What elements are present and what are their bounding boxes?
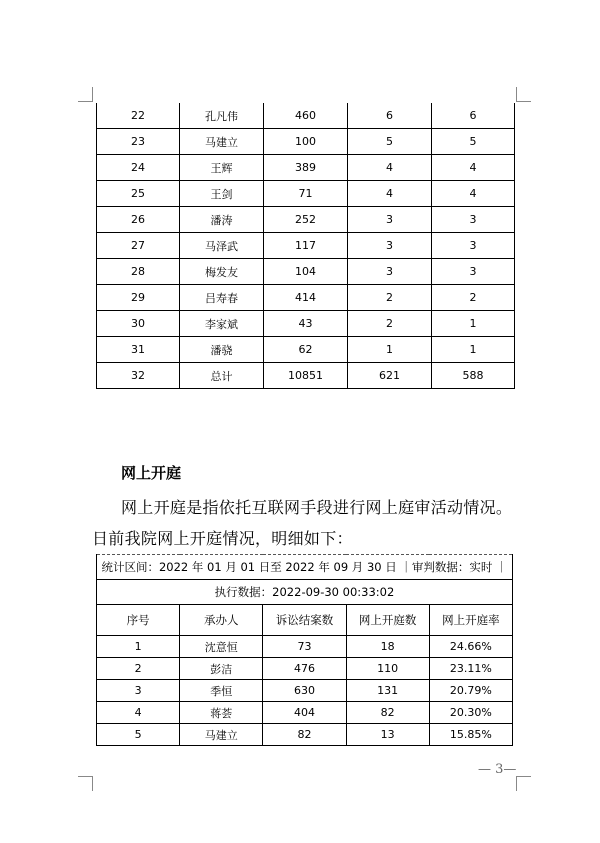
table-cell: 25 bbox=[97, 181, 180, 207]
table-cell: 15.85% bbox=[429, 724, 512, 746]
table-cell: 110 bbox=[346, 658, 429, 680]
table-cell: 621 bbox=[348, 363, 432, 389]
table-cell: 王剑 bbox=[180, 181, 264, 207]
table-cell: 131 bbox=[346, 680, 429, 702]
table-cell: 71 bbox=[264, 181, 348, 207]
table-cell: 32 bbox=[97, 363, 180, 389]
table-cell: 潘骁 bbox=[180, 337, 264, 363]
online-hearing-table bbox=[96, 554, 513, 746]
table-cell: 23.11% bbox=[429, 658, 512, 680]
table-cell: 10851 bbox=[264, 363, 348, 389]
table-cell: 3 bbox=[348, 233, 432, 259]
table-cell: 李家斌 bbox=[180, 311, 264, 337]
table-row bbox=[97, 285, 515, 311]
table-cell: 476 bbox=[263, 658, 346, 680]
table-cell: 3 bbox=[432, 233, 515, 259]
table-cell: 马泽武 bbox=[180, 233, 264, 259]
table-cell: 24 bbox=[97, 155, 180, 181]
table-cell: 24.66% bbox=[429, 636, 512, 658]
table-cell: 23 bbox=[97, 129, 180, 155]
table-cell: 4 bbox=[432, 155, 515, 181]
table-cell: 27 bbox=[97, 233, 180, 259]
table-row bbox=[97, 259, 515, 285]
table-cell: 王辉 bbox=[180, 155, 264, 181]
table-cell: 彭洁 bbox=[180, 658, 263, 680]
header-judge: 承办人 bbox=[180, 605, 263, 636]
table-cell: 4 bbox=[348, 181, 432, 207]
table-cell: 389 bbox=[264, 155, 348, 181]
table-cell: 2 bbox=[432, 285, 515, 311]
table-cell: 6 bbox=[432, 103, 515, 129]
table-row bbox=[97, 702, 513, 724]
table-cell: 5 bbox=[432, 129, 515, 155]
table-cell: 252 bbox=[264, 207, 348, 233]
table-cell: 404 bbox=[263, 702, 346, 724]
table-cell: 31 bbox=[97, 337, 180, 363]
crop-mark-top-right bbox=[516, 87, 531, 102]
table-cell: 吕寿春 bbox=[180, 285, 264, 311]
table-cell: 117 bbox=[264, 233, 348, 259]
table-cell: 马建立 bbox=[180, 129, 264, 155]
table-cell: 20.79% bbox=[429, 680, 512, 702]
table-row bbox=[97, 658, 513, 680]
table-cell: 沈意恒 bbox=[180, 636, 263, 658]
judge-case-table bbox=[96, 103, 515, 389]
table-cell: 29 bbox=[97, 285, 180, 311]
section-paragraph-line-1: 网上开庭是指依托互联网手段进行网上庭审活动情况。 bbox=[121, 498, 513, 517]
table-row bbox=[97, 724, 513, 746]
crop-mark-top-left bbox=[78, 87, 93, 102]
table-cell: 1 bbox=[432, 311, 515, 337]
table-cell: 梅发友 bbox=[180, 259, 264, 285]
table-cell: 13 bbox=[346, 724, 429, 746]
table-row bbox=[97, 636, 513, 658]
table-row bbox=[97, 155, 515, 181]
header-online-hearings: 网上开庭数 bbox=[346, 605, 429, 636]
table-row bbox=[97, 337, 515, 363]
table-cell: 43 bbox=[264, 311, 348, 337]
page-number: — 3— bbox=[478, 762, 517, 777]
table-cell: 1 bbox=[97, 636, 180, 658]
table-cell: 孔凡伟 bbox=[180, 103, 264, 129]
exec-data-line: 执行数据：2022-09-30 00:33:02 bbox=[97, 580, 513, 605]
table-cell: 5 bbox=[348, 129, 432, 155]
table-cell: 3 bbox=[348, 259, 432, 285]
table-cell: 4 bbox=[97, 702, 180, 724]
table-cell: 3 bbox=[97, 680, 180, 702]
table-cell: 4 bbox=[348, 155, 432, 181]
table-cell: 20.30% bbox=[429, 702, 512, 724]
table-cell: 季恒 bbox=[180, 680, 263, 702]
table-cell: 总计 bbox=[180, 363, 264, 389]
table-cell: 2 bbox=[348, 285, 432, 311]
table-cell: 潘涛 bbox=[180, 207, 264, 233]
table-cell: 28 bbox=[97, 259, 180, 285]
table-cell: 414 bbox=[264, 285, 348, 311]
table-row bbox=[97, 363, 515, 389]
table-cell: 22 bbox=[97, 103, 180, 129]
table-cell: 62 bbox=[264, 337, 348, 363]
stats-period-line: 统计区间：2022 年 01 月 01 日至 2022 年 09 月 30 日 ｜审判数据：实时 ｜ bbox=[97, 555, 513, 580]
table-cell: 6 bbox=[348, 103, 432, 129]
table-cell: 82 bbox=[346, 702, 429, 724]
table-row bbox=[97, 103, 515, 129]
crop-mark-bottom-right bbox=[516, 776, 531, 791]
table-cell: 460 bbox=[264, 103, 348, 129]
header-closed-cases: 诉讼结案数 bbox=[263, 605, 346, 636]
table-cell: 630 bbox=[263, 680, 346, 702]
table-cell: 73 bbox=[263, 636, 346, 658]
table-cell: 100 bbox=[264, 129, 348, 155]
crop-mark-bottom-left bbox=[78, 776, 93, 791]
table-cell: 3 bbox=[432, 259, 515, 285]
table-cell: 2 bbox=[348, 311, 432, 337]
table-row bbox=[97, 207, 515, 233]
table-cell: 5 bbox=[97, 724, 180, 746]
table-row bbox=[97, 311, 515, 337]
table-cell: 18 bbox=[346, 636, 429, 658]
table-row bbox=[97, 233, 515, 259]
table-cell: 3 bbox=[432, 207, 515, 233]
table-cell: 4 bbox=[432, 181, 515, 207]
table-cell: 2 bbox=[97, 658, 180, 680]
table-cell: 3 bbox=[348, 207, 432, 233]
table-cell: 588 bbox=[432, 363, 515, 389]
table-cell: 30 bbox=[97, 311, 180, 337]
header-online-rate: 网上开庭率 bbox=[429, 605, 512, 636]
table-row bbox=[97, 181, 515, 207]
table-cell: 1 bbox=[432, 337, 515, 363]
table-cell: 蒋荟 bbox=[180, 702, 263, 724]
section-paragraph-line-2: 日前我院网上开庭情况，明细如下： bbox=[92, 529, 353, 548]
table-cell: 1 bbox=[348, 337, 432, 363]
section-heading: 网上开庭 bbox=[121, 464, 182, 482]
table-cell: 马建立 bbox=[180, 724, 263, 746]
header-index: 序号 bbox=[97, 605, 180, 636]
table-row bbox=[97, 680, 513, 702]
table-cell: 26 bbox=[97, 207, 180, 233]
table-row bbox=[97, 129, 515, 155]
table-cell: 82 bbox=[263, 724, 346, 746]
table-cell: 104 bbox=[264, 259, 348, 285]
